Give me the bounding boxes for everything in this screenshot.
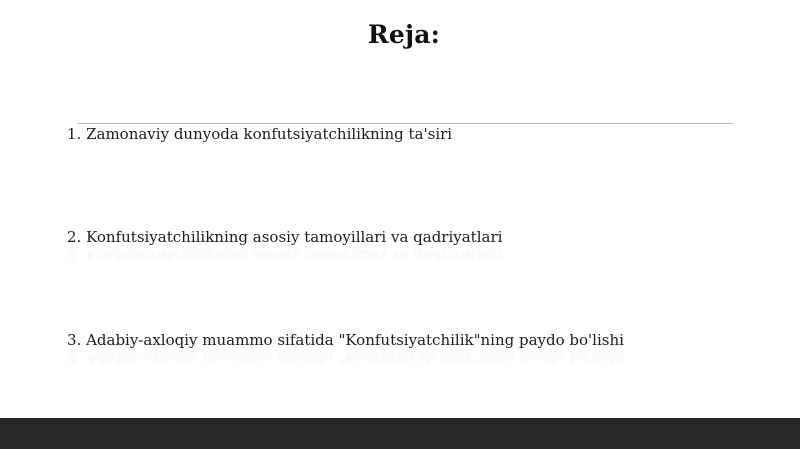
plan-item-1: 1. Zamonaviy dunyoda konfutsiyatchilikning ta'siri xyxy=(67,125,453,143)
reflection-item-2: 2. Konfutsiyatchilikning asosiy tamoyillari va qadriyatlari xyxy=(67,246,503,264)
divider-line xyxy=(78,123,733,124)
plan-item-2: 2. Konfutsiyatchilikning asosiy tamoyillari va qadriyatlari xyxy=(67,228,503,246)
reflection-item-3: 3. Adabiy-axloqiy muammo sifatida "Konfutsiyatchilik"ning paydo bo'lishi xyxy=(67,349,624,367)
slide-title: Reja: xyxy=(367,20,441,49)
plan-item-3: 3. Adabiy-axloqiy muammo sifatida "Konfutsiyatchilik"ning paydo bo'lishi xyxy=(67,331,624,349)
bottom-toolbar xyxy=(0,418,800,449)
